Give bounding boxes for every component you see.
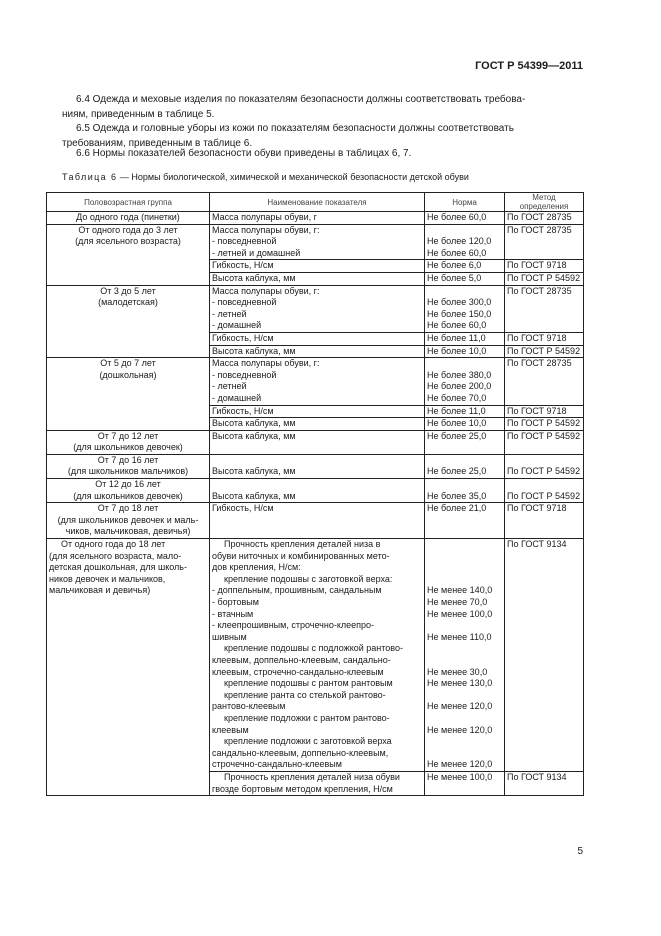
method-cell: По ГОСТ 9134 [505, 539, 584, 772]
page-number: 5 [577, 846, 583, 857]
method-cell: По ГОСТ 28735 [505, 224, 584, 260]
norm-line: Не более 60,0 [427, 247, 487, 258]
header-method [505, 193, 584, 212]
safety-norms-table [46, 192, 584, 796]
table-row [47, 539, 584, 772]
table-row [47, 285, 584, 332]
norm-line: Не менее 120,0 [427, 759, 493, 770]
indicator-line: - домашней [212, 392, 262, 403]
age-line: (для школьников мальчиков) [67, 466, 189, 477]
method-cell: По ГОСТ 28735 [505, 285, 584, 332]
age-cell [47, 358, 210, 431]
norm-cell: Не более 25,0 [425, 430, 505, 454]
method-cell: По ГОСТ Р 54592 [505, 418, 584, 431]
method-cell [505, 479, 584, 503]
norm-line: Не более 35,0 [427, 490, 487, 501]
indicator-line: Прочность крепления деталей низа обуви [224, 771, 400, 782]
indicator-cell [210, 539, 425, 772]
indicator-line: клеевым, строчечно-сандально-клеевым [212, 666, 384, 677]
table-caption-label: Таблица 6 [62, 172, 118, 182]
norm-cell: Не более 5,0 [425, 272, 505, 285]
age-line: (для ясельного возраста) [75, 236, 181, 247]
header-age-group: Половозрастная группа [47, 193, 210, 212]
age-line: От 12 до 16 лет [95, 479, 161, 490]
norm-cell [425, 224, 505, 260]
age-line: (дошкольная) [99, 369, 157, 380]
header-norm: Норма [425, 193, 505, 212]
norm-cell [425, 539, 505, 772]
age-line: От 3 до 5 лет [100, 285, 156, 296]
age-line: От 5 до 7 лет [100, 358, 156, 369]
age-cell [47, 454, 210, 478]
table-header-row [47, 193, 584, 212]
paragraph-line: требованиям, приведенным в таблице 6. [62, 138, 253, 149]
indicator-line: крепление подложки с заготовкой верха [224, 736, 392, 747]
indicator-cell [210, 358, 425, 405]
norm-line: Не более 25,0 [427, 466, 487, 477]
norm-cell: Не более 11,0 [425, 332, 505, 345]
table-caption-text: — Нормы биологической, химической и механической безопасности детской обуви [117, 172, 469, 182]
age-line: От 7 до 16 лет [97, 454, 159, 465]
header-method-line: определения [519, 202, 569, 211]
age-line: (для школьников девочек) [73, 490, 183, 501]
document-id: ГОСТ Р 54399—2011 [475, 60, 583, 72]
indicator-cell: Гибкость, Н/см [210, 332, 425, 345]
indicator-line: - домашней [212, 320, 262, 331]
norm-line: Не менее 140,0 [427, 585, 493, 596]
indicator-cell [210, 771, 425, 795]
age-line: мальчиковая и девичья) [49, 585, 151, 596]
indicator-cell [210, 454, 425, 478]
table-row [47, 479, 584, 503]
age-line: (для ясельного возраста, мало- [49, 550, 182, 561]
indicator-line: сандально-клеевым, доппельно-клеевым, [212, 747, 389, 758]
norm-line: Не менее 120,0 [427, 701, 493, 712]
age-line: (для школьников девочек) [73, 442, 183, 453]
method-cell: По ГОСТ Р 54592 [505, 272, 584, 285]
age-cell [47, 479, 210, 503]
norm-cell [425, 358, 505, 405]
age-cell [47, 430, 210, 454]
norm-line: Не менее 100,0 [427, 608, 493, 619]
indicator-cell: Гибкость, Н/см [210, 260, 425, 273]
indicator-line: - летней [212, 381, 247, 392]
norm-cell: Не более 11,0 [425, 405, 505, 418]
indicator-cell: Масса полупары обуви, г [210, 212, 425, 225]
norm-line: Не более 200,0 [427, 381, 492, 392]
norm-line: Не менее 70,0 [427, 597, 488, 607]
paragraph-line: 6.6 Нормы показателей безопасности обуви приведены в таблицах 6, 7. [76, 148, 412, 159]
indicator-line: крепление подложки с рантом рантово- [224, 712, 390, 723]
indicator-line: - бортовым [212, 597, 259, 607]
indicator-cell: Высота каблука, мм [210, 345, 425, 358]
header-indicator: Наименование показателя [210, 193, 425, 212]
indicator-line: - повседневной [212, 297, 277, 308]
indicator-cell: Высота каблука, мм [210, 430, 425, 454]
table-row [47, 454, 584, 478]
method-cell: По ГОСТ Р 54592 [505, 430, 584, 454]
table-row [47, 503, 584, 539]
method-cell [505, 454, 584, 478]
norm-cell: Не менее 100,0 [425, 771, 505, 795]
norm-line: Не менее 130,0 [427, 678, 493, 689]
indicator-line: - летней [212, 308, 247, 319]
indicator-cell [210, 285, 425, 332]
indicator-cell: Гибкость, Н/см [210, 405, 425, 418]
age-line: От 7 до 12 лет [97, 430, 159, 441]
indicator-cell: Высота каблука, мм [210, 272, 425, 285]
indicator-line: - клеепрошивным, строчечно-клеепро- [212, 620, 375, 631]
method-cell: По ГОСТ 28735 [505, 358, 584, 405]
norm-cell [425, 479, 505, 503]
table-caption [62, 172, 469, 182]
table-row [47, 212, 584, 225]
paragraph-6-6 [62, 146, 582, 161]
norm-cell: Не более 21,0 [425, 503, 505, 539]
method-cell: По ГОСТ 9718 [505, 503, 584, 539]
table-row [47, 224, 584, 260]
age-line: чиков, мальчиковая, девичья) [65, 526, 191, 537]
indicator-line: Высота каблука, мм [212, 490, 296, 501]
age-line: детская дошкольная, для школь- [49, 562, 187, 573]
indicator-line: обуви ниточных и комбинированных мето- [212, 550, 390, 561]
norm-line: Не более 60,0 [427, 320, 487, 331]
method-cell: По ГОСТ Р 54592 [505, 345, 584, 358]
indicator-line: крепление подошвы с заготовкой верха: [224, 573, 393, 584]
norm-cell: Не более 6,0 [425, 260, 505, 273]
norm-line: Не более 70,0 [427, 392, 487, 403]
norm-cell: Не более 60,0 [425, 212, 505, 225]
age-cell [47, 224, 210, 285]
norm-line: Не более 120,0 [427, 236, 492, 247]
indicator-cell [210, 224, 425, 260]
age-line: (для школьников девочек и маль- [57, 514, 199, 525]
age-line: ников девочек и мальчиков, [49, 573, 166, 584]
indicator-line: - повседневной [212, 236, 277, 247]
age-cell [47, 503, 210, 539]
indicator-line: Высота каблука, мм [212, 466, 296, 477]
norm-cell: Не более 10,0 [425, 418, 505, 431]
indicator-line: строчечно-сандально-клеевым [212, 759, 342, 770]
method-cell: По ГОСТ 28735 [505, 212, 584, 225]
norm-line: Не менее 120,0 [427, 724, 493, 735]
method-cell: По ГОСТ 9718 [505, 332, 584, 345]
age-cell: До одного года (пинетки) [47, 212, 210, 225]
header-method-line: Метод [532, 193, 556, 202]
indicator-cell [210, 479, 425, 503]
age-cell [47, 285, 210, 358]
age-line: От одного года до 3 лет [78, 224, 178, 235]
indicator-line: - повседневной [212, 369, 277, 380]
age-line: От 7 до 18 лет [97, 503, 159, 514]
table-row [47, 358, 584, 405]
indicator-cell: Гибкость, Н/см [210, 503, 425, 539]
norm-line: Не менее 110,0 [427, 631, 492, 642]
paragraph-line: 6.4 Одежда и меховые изделия по показателям безопасности должны соответствовать требова- [76, 94, 526, 105]
indicator-line: Масса полупары обуви, г: [212, 358, 320, 369]
age-cell [47, 539, 210, 796]
indicator-line: Масса полупары обуви, г: [212, 285, 320, 296]
norm-cell [425, 454, 505, 478]
method-line: По ГОСТ Р 54592 [507, 490, 581, 501]
method-cell: По ГОСТ 9134 [505, 771, 584, 795]
indicator-line: - втачным [212, 608, 254, 619]
indicator-line: крепление подошвы с подложкой рантово- [224, 643, 403, 654]
indicator-line: Масса полупары обуви, г: [212, 224, 320, 235]
age-line: От одного года до 18 лет [61, 539, 166, 550]
indicator-line: Прочность крепления деталей низа в [224, 539, 381, 550]
paragraph-line: 6.5 Одежда и головные уборы из кожи по показателям безопасности должны соответствовать [76, 123, 514, 134]
indicator-line: дов крепления, Н/см: [212, 562, 301, 573]
indicator-line: клеевым, доппельно-клеевым, сандально- [212, 654, 391, 665]
table-row [47, 430, 584, 454]
indicator-line: клеевым [212, 724, 249, 735]
paragraph-6-4 [62, 92, 582, 122]
norm-line: Не более 380,0 [427, 369, 492, 380]
age-line: (малодетская) [98, 297, 158, 308]
indicator-line: крепление ранта со стелькой рантово- [224, 689, 386, 700]
method-cell: По ГОСТ 9718 [505, 405, 584, 418]
norm-line: Не более 300,0 [427, 297, 492, 308]
paragraph-line: ниям, приведенным в таблице 5. [62, 109, 215, 120]
norm-line: Не более 150,0 [427, 308, 492, 319]
indicator-line: рантово-клеевым [212, 701, 286, 712]
indicator-line: шивным [212, 631, 247, 642]
indicator-line: гвозде бортовым методом крепления, Н/см [212, 783, 393, 794]
norm-line: Не менее 30,0 [427, 666, 488, 677]
indicator-line: - доппельным, прошивным, сандальным [212, 585, 382, 596]
norm-cell: Не более 10,0 [425, 345, 505, 358]
indicator-line: - летней и домашней [212, 247, 301, 258]
indicator-line: крепление подошвы с рантом рантовым [224, 678, 393, 689]
norm-cell [425, 285, 505, 332]
method-line: По ГОСТ Р 54592 [507, 466, 581, 477]
indicator-cell: Высота каблука, мм [210, 418, 425, 431]
method-cell: По ГОСТ 9718 [505, 260, 584, 273]
